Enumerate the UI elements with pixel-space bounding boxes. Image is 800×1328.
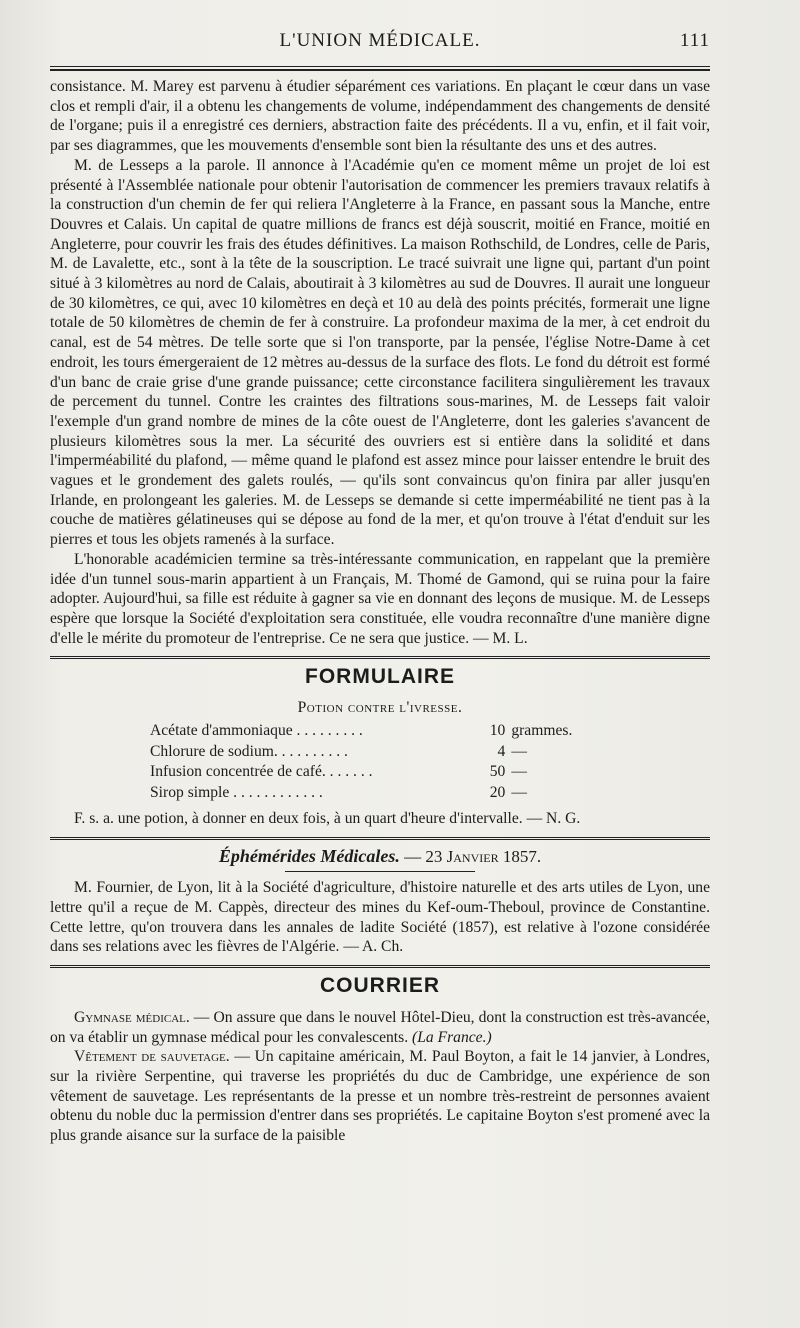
- ephemerides-heading: [50, 846, 710, 867]
- ephemerides-rule: [285, 871, 475, 872]
- recipe-quantity: 10: [489, 722, 506, 740]
- formulaire-subtitle: Potion contre l'ivresse.: [297, 699, 463, 717]
- recipe-row: [150, 721, 610, 742]
- recipe-note: F. s. a. une potion, à donner en deux fois, à un quart d'heure d'intervalle. — N. G.: [74, 810, 581, 828]
- ephemerides-title: Éphémérides Médicales.: [218, 846, 400, 867]
- courrier-item-text: — Un capitaine américain, M. Paul Boyton, a fait le 14 janvier, à Londres, sur la rivière Serpentine, qui traverse les propriétés du duc de Cambridge, une expérience de son vêtement de sauvetage. Les représentants de la presse et un nombre très-restreint de personnes avaient obtenu du noble duc la permission d'entrer dans ses propriétés. Le capitaine Boyton s'est promené avec la plus grande aisance sur la surface de la paisible: [50, 1048, 710, 1145]
- running-title: L'UNION MÉDICALE.: [279, 30, 481, 51]
- paragraph-lesseps: M. de Lesseps a la parole. Il annonce à l'Académie qu'en ce moment même un projet de loi est présenté à l'Assemblée nationale pour obtenir l'autorisation de commencer les premiers travaux relatifs à la construction d'un chemin de fer qui reliera l'Angleterre à la France, en passant sous la Manche, entre Douvres et Calais. Un capital de quatre millions de francs est déjà souscrit, moitié en France, moitié en Angleterre, pour couvrir les frais des études définitives. La maison Rothschild, de Londres, celle de Paris, M. de Lavalette, etc., sont à la tête de la souscription. Le tracé suivrait une ligne qui, partant d'un point situé à 3 kilomètres au nord de Calais, aboutirait à 3 kilomètres au sud de Douvres. Il aurait une longueur de 30 kilomètres, ce qui, avec 10 kilomètres en deçà et 10 au delà des points précités, formerait une ligne totale de 50 kilomètres de chemin de fer à construire. La profondeur maxima de la mer, à cet endroit du canal, est de 54 mètres. De telle sorte que si l'on transporte, par la pensée, l'église Notre-Dame à cet endroit, les tours émergeraient de 12 mètres au-dessus de la surface des flots. Le fond du détroit est formé d'un banc de craie grise d'une grande puissance; cette circonstance facilitera singulièrement les travaux de percement du tunnel. Contre les craintes des filtrations sous-marines, M. de Lesseps fait valoir l'exemple d'un grand nombre de mines de la côte ouest de l'Angleterre, dont les galeries s'avancent de plusieurs kilomètres sous la mer. La sécurité des ouvriers est si entière dans la solidité et dans l'imperméabilité du plafond, — même quand le plafond est assez mince pour laisser entendre le bruit des vagues et le grondement des galets roulés, — qu'ils sont convaincus qu'on finira par aller jusqu'en Irlande, en prolongeant les galeries. M. de Lesseps se demande si cette imperméabilité ne tient pas à la couche de matières gélatineuses qui se dépose au fond de la mer, et qu'on trouve à l'état d'enduit sur les pierres et tous les objets ramenés à la surface.: [50, 156, 710, 549]
- recipe-unit: —: [511, 763, 527, 781]
- section-rule-ephemerides: [50, 837, 710, 840]
- paragraph-marey: consistance. M. Marey est parvenu à étudier séparément ces variations. En plaçant le cœur dans un vase clos et rempli d'air, il a obtenu les changements de volume, indépendamment des changements de densité de l'organe; puis il a enregistré ces derniers, abstraction faite des précédents. Il a vu, enfin, et il fait voir, par ses diagrammes, que les mouvements d'ensemble sont bien la résultante des uns et des autres.: [50, 78, 710, 155]
- recipe-quantity: 20: [489, 783, 506, 801]
- courrier-item-lead: Gymnase médical.: [74, 1008, 190, 1026]
- recipe-unit: grammes.: [511, 722, 573, 740]
- courrier-title: COURRIER: [319, 973, 440, 997]
- paragraph-conclusion: L'honorable académicien termine sa très-intéressante communication, en rappelant que la première idée d'un tunnel sous-marin appartient à un Français, M. Thomé de Gamond, qui se ruina pour la faire adopter. Aujourd'hui, sa fille est réduite à gagner sa vie en donnant des leçons de musique. M. de Lesseps espère que lorsque la Société d'exploitation sera constituée, elle voudra reconnaître d'une manière digne d'elle le mérite du promoteur de l'entreprise. Ce ne sera que justice. — M. L.: [50, 550, 710, 647]
- recipe-table: [150, 721, 610, 803]
- courrier-item-source: (La France.): [412, 1028, 492, 1046]
- recipe-ingredient: Chlorure de sodium. . . . . . . . . .: [150, 742, 348, 760]
- recipe-quantity: 4: [497, 742, 506, 760]
- recipe-row: [150, 762, 610, 783]
- recipe-ingredient: Sirop simple . . . . . . . . . . . .: [150, 783, 323, 801]
- section-rule-courrier: [50, 965, 710, 968]
- section-rule-formulaire: [50, 656, 710, 659]
- courrier-item-text: — On assure que dans le nouvel Hôtel-Dieu, dont la construction est très-avancée, on va établir un gymnase médical pour les convalescents.: [50, 1008, 710, 1046]
- ephemerides-text: M. Fournier, de Lyon, lit à la Société d'agriculture, d'histoire naturelle et des arts utiles de Lyon, une lettre qu'il a reçue de M. Cappès, directeur des mines du Kef-oum-Theboul, province de Constantine. Cette lettre, qu'on trouvera dans les annales de ladite Société (1857), est relative à l'ozone considérée dans ses relations avec les fièvres de l'Algérie. — A. Ch.: [50, 879, 710, 956]
- header-rule-thick: [50, 69, 710, 71]
- recipe-ingredient: Infusion concentrée de café. . . . . . .: [150, 763, 373, 781]
- formulaire-title: FORMULAIRE: [305, 665, 455, 689]
- courrier-item-gymnase: [50, 1008, 710, 1047]
- recipe-row: [150, 783, 610, 804]
- recipe-unit: —: [511, 783, 527, 801]
- ephemerides-date: — 23 Janvier 1857.: [404, 847, 542, 867]
- running-head: [50, 30, 710, 60]
- recipe-quantity: 50: [489, 763, 506, 781]
- recipe-unit: —: [511, 742, 527, 760]
- recipe-ingredient: Acétate d'ammoniaque . . . . . . . . .: [150, 722, 363, 740]
- recipe-row: [150, 742, 610, 763]
- courrier-item-vetement: [50, 1047, 710, 1146]
- courrier-item-lead: Vêtement de sauvetage.: [74, 1048, 230, 1066]
- page-number: 111: [679, 30, 710, 51]
- header-rule: [50, 66, 710, 67]
